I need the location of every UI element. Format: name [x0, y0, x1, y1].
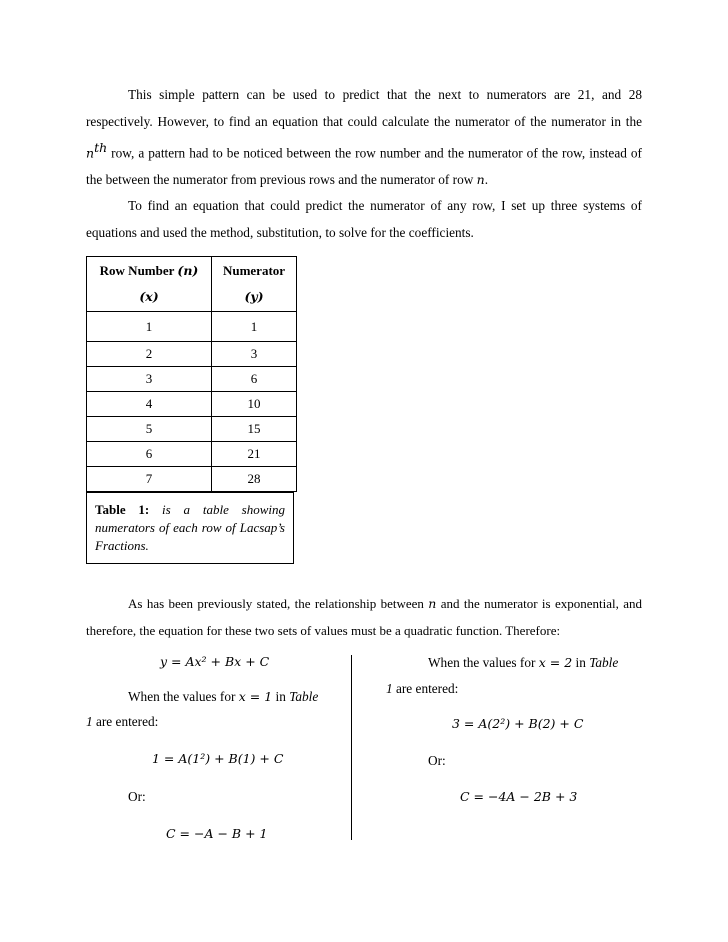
math-n2: n	[476, 171, 485, 187]
table-row	[87, 342, 297, 367]
caption-label: Table 1:	[95, 502, 150, 517]
left-when-line2: 1 are entered:	[86, 714, 159, 729]
cell-y: 28	[212, 467, 297, 492]
left-substituted-equation: 1 = A(1²) + B(1) + C	[152, 751, 284, 766]
left-result-equation: C = −A − B + 1	[166, 826, 268, 841]
numerator-table	[86, 256, 297, 492]
column-divider	[351, 655, 352, 840]
header-numerator: Numerator (y)	[212, 257, 297, 312]
right-when-line1: When the values for x = 2 in Table	[428, 655, 619, 670]
table-row	[87, 442, 297, 467]
paragraph-pattern: This simple pattern can be used to predict that the next to numerators are 21, and 28 respectively. However, to find an equation that could calculate the numerator of the numerator in the $n^{th}$ row, a pattern had to be noticed between the row number and the numerator of the row, instead of the between the numerator from previous rows and the numerator of row n.	[86, 87, 642, 187]
table-header-row	[87, 257, 297, 312]
table-row	[87, 392, 297, 417]
left-or-label: Or:	[128, 789, 146, 804]
cell-x: 4	[87, 392, 212, 417]
table-row	[87, 467, 297, 492]
header-row-number: Row Number (n) (x)	[87, 257, 212, 312]
cell-x: 5	[87, 417, 212, 442]
table-row	[87, 367, 297, 392]
right-substituted-equation: 3 = A(2²) + B(2) + C	[452, 716, 584, 731]
cell-x: 1	[87, 312, 212, 342]
math-n3: n	[428, 596, 437, 611]
cell-y: 6	[212, 367, 297, 392]
math-th: th	[94, 140, 108, 155]
right-when-line2: 1 are entered:	[386, 681, 459, 696]
general-equation: y = Ax² + Bx + C	[160, 654, 270, 669]
math-n: n	[86, 145, 95, 161]
caption-text: is a table showing numerators of each row of Lacsap’s Fractions.	[95, 502, 285, 553]
cell-y: 10	[212, 392, 297, 417]
cell-y: 21	[212, 442, 297, 467]
table-caption	[86, 492, 294, 564]
cell-x: 6	[87, 442, 212, 467]
paragraph-method: To find an equation that could predict the numerator of any row, I set up three systems of equations and used the method, substitution, to solve for the coefficients.	[86, 198, 642, 240]
cell-x: 3	[87, 367, 212, 392]
paragraph-quadratic: As has been previously stated, the relationship between n and the numerator is exponential, and therefore, the equation for these two sets of values must be a quadratic function. Therefore:	[86, 596, 642, 638]
cell-y: 15	[212, 417, 297, 442]
table-row	[87, 312, 297, 342]
cell-x: 7	[87, 467, 212, 492]
right-or-label: Or:	[428, 753, 446, 768]
left-when-line1: When the values for x = 1 in Table	[128, 689, 319, 704]
right-result-equation: C = −4A − 2B + 3	[460, 789, 578, 804]
cell-y: 3	[212, 342, 297, 367]
table-row	[87, 417, 297, 442]
cell-y: 1	[212, 312, 297, 342]
cell-x: 2	[87, 342, 212, 367]
